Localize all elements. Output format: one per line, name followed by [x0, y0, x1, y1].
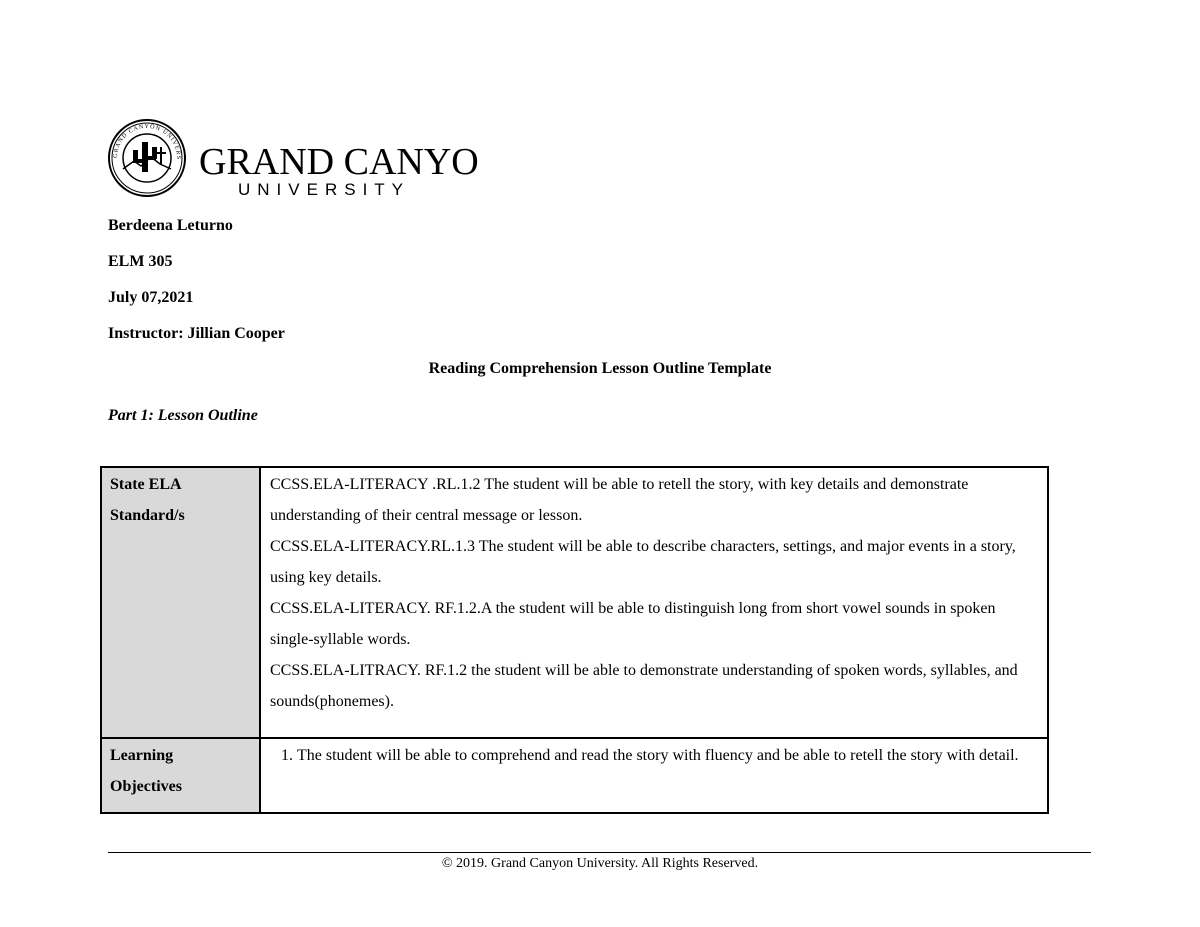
objectives-content-cell: [260, 738, 1048, 813]
university-seal-icon: [108, 117, 478, 201]
wordmark-line1: GRAND CANYON: [199, 141, 478, 183]
objectives-label-cell: [101, 738, 260, 813]
standard-entry: CCSS.ELA-LITERACY. RF.1.2.A the student will be able to distinguish long from short vowel sounds in spoken single-syllable words.: [270, 600, 996, 648]
university-logo: [108, 117, 478, 201]
standard-entry: CCSS.ELA-LITRACY. RF.1.2 the student will be able to demonstrate understanding of spoken words, syllables, and sounds(phonemes).: [270, 662, 1018, 710]
table-row-objectives: [101, 738, 1048, 813]
objectives-label-line2: Objectives: [110, 778, 182, 795]
instructor-name: Instructor: Jillian Cooper: [108, 325, 285, 342]
part-heading: Part 1: Lesson Outline: [108, 407, 258, 424]
standards-label-line1: State ELA: [110, 476, 182, 493]
standard-entry: CCSS.ELA-LITERACY.RL.1.3 The student will be able to describe characters, settings, and major events in a story, using key details.: [270, 538, 1016, 586]
standard-entry: CCSS.ELA-LITERACY .RL.1.2 The student will be able to retell the story, with key details and demonstrate understanding of their central message or lesson.: [270, 476, 969, 524]
lesson-outline-table: [100, 466, 1049, 814]
student-name: Berdeena Leturno: [108, 217, 233, 234]
document-title: Reading Comprehension Lesson Outline Template: [428, 360, 772, 377]
standards-content-cell: [260, 467, 1048, 738]
submission-date: July 07,2021: [108, 289, 194, 306]
standards-label-line2: Standard/s: [110, 507, 185, 524]
standards-label-cell: [101, 467, 260, 738]
wordmark-line2: UNIVERSITY: [238, 180, 411, 199]
footer-divider: [108, 852, 1091, 853]
objective-item: 1. The student will be able to comprehend and read the story with fluency and be able to retell the story with detail.: [297, 740, 1039, 771]
seal-text: GRAND CANYON UNIVERS: [112, 123, 182, 161]
footer-copyright: © 2019. Grand Canyon University. All Rights Reserved.: [441, 856, 759, 871]
objectives-list: [270, 740, 1039, 771]
objectives-label-line1: Learning: [110, 747, 174, 764]
course-code: ELM 305: [108, 253, 173, 270]
table-row-standards: [101, 467, 1048, 738]
